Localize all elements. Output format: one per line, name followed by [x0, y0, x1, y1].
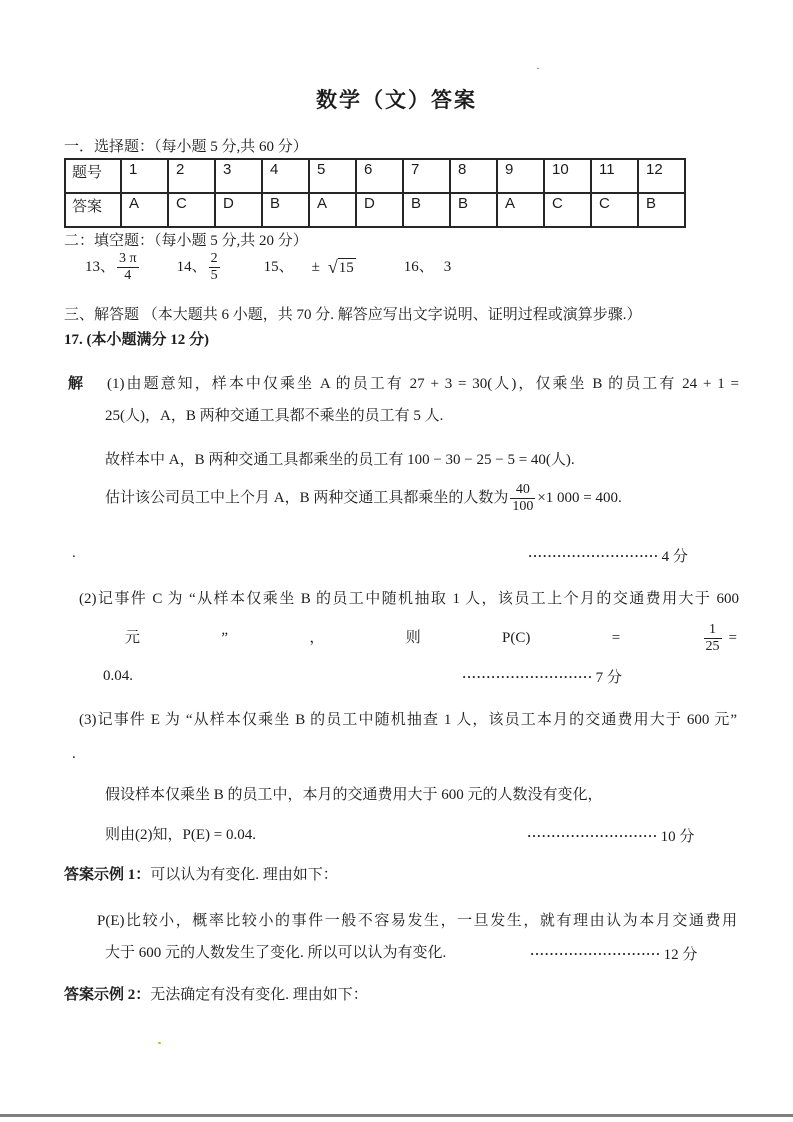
table-answer-cell: A [497, 193, 544, 227]
part2-prob-expr: P(C) [502, 630, 531, 646]
score-leader-4 [528, 546, 688, 567]
table-header-cell: 3 [215, 159, 262, 193]
score-leader-12 [530, 944, 697, 965]
score-12: 12 分 [663, 947, 698, 963]
page-title: 数学（文）答案 [316, 88, 477, 112]
part2-line1: (2)记事件 C 为 “从样本仅乘坐 B 的员工中随机抽取 1 人，该员工上个月的交通费用大于 600 [79, 591, 739, 607]
part2-word-yuan: 元 [125, 630, 141, 646]
q13-fraction [117, 251, 139, 283]
part1-line4-tail: ×1 000 = 400. [537, 490, 622, 506]
part3-line3: 则由(2)知，P(E) = 0.04. [105, 827, 256, 843]
table-header-cell: 6 [356, 159, 403, 193]
q16-label: 16、 [403, 259, 434, 275]
q16-value: 3 [443, 259, 452, 275]
part1-line1: (1)由题意知，样本中仅乘坐 A 的员工有 27 + 3 = 30(人)，仅乘坐 B 的员工有 24 + 1 = [107, 376, 739, 392]
example1-body-line2: 大于 600 元的人数发生了变化. 所以可以认为有变化. [105, 945, 447, 961]
part2-fraction [704, 622, 722, 654]
q15-sqrt [328, 258, 356, 276]
part2-fraction-group [702, 622, 737, 654]
score-7: 7 分 [595, 670, 622, 686]
leader-dots: ··························· [530, 946, 661, 961]
table-header-cell: 题号 [65, 159, 121, 193]
equals-sign: = [728, 630, 737, 646]
radical-sign: √ [327, 257, 338, 277]
comma: ， [309, 630, 325, 646]
close-quote: ” [221, 630, 229, 646]
leader-dots: ··························· [527, 828, 658, 843]
section2-heading: 二：填空题：（每小题 5 分,共 20 分） [64, 233, 308, 249]
fraction-numerator: 40 [515, 481, 530, 497]
table-row [65, 159, 685, 193]
table-answer-cell: C [168, 193, 215, 227]
part3-line2: 假设样本仅乘坐 B 的员工中，本月的交通费用大于 600 元的人数没有变化， [105, 787, 603, 803]
table-answer-cell: A [121, 193, 168, 227]
table-header-cell: 1 [121, 159, 168, 193]
fraction-numerator: 1 [709, 621, 716, 637]
fraction-denominator: 100 [512, 498, 534, 514]
table-header-cell: 12 [638, 159, 685, 193]
q14-label: 14、 [176, 259, 207, 275]
stray-top-mark: · [536, 61, 540, 75]
part2-line2 [125, 617, 737, 659]
q15-label: 15、 [263, 259, 294, 275]
part2-line3: 0.04. [103, 668, 133, 684]
part2-word-ze: 则 [405, 630, 421, 646]
table-answer-cell: A [309, 193, 356, 227]
part3-line1: (3)记事件 E 为 “从样本仅乘坐 B 的员工中随机抽查 1 人，该员工本月的交通费用大于 600 元” [79, 712, 737, 728]
fraction-numerator: 2 [210, 250, 218, 266]
table-header-cell: 5 [309, 159, 356, 193]
section1-heading: 一．选择题：（每小题 5 分,共 60 分） [64, 139, 308, 155]
fill-in-answers-row [85, 243, 451, 291]
example2-intro: 无法确定有没有变化. 理由如下： [150, 987, 368, 1003]
table-answer-cell: D [356, 193, 403, 227]
table-answer-cell: B [262, 193, 309, 227]
table-answer-cell: D [215, 193, 262, 227]
part1-line3: 故样本中 A，B 两种交通工具都乘坐的员工有 100 − 30 − 25 − 5 = 40(人). [105, 452, 575, 468]
q17-heading: 17. (本小题满分 12 分) [64, 332, 209, 348]
example1-body-line1: P(E)比较小，概率比较小的事件一般不容易发生，一旦发生，就有理由认为本月交通费用 [97, 913, 737, 929]
part1-line4-text: 估计该公司员工中上个月 A，B 两种交通工具都乘坐的人数为 [105, 490, 509, 506]
fraction-denominator: 4 [117, 267, 139, 284]
q13-label: 13、 [85, 259, 116, 275]
stray-period: . [72, 545, 76, 561]
fraction-denominator: 5 [210, 267, 218, 283]
bottom-divider [0, 1114, 793, 1117]
leader-dots: ··························· [462, 669, 593, 684]
score-4: 4 分 [661, 549, 688, 565]
example1-intro: 可以认为有变化. 理由如下： [150, 867, 338, 883]
answer-table [64, 158, 686, 228]
fraction-denominator: 25 [705, 638, 720, 654]
equals-sign: = [611, 630, 621, 646]
table-answer-cell: C [544, 193, 591, 227]
table-header-cell: 11 [591, 159, 638, 193]
example1-heading [64, 865, 338, 885]
table-answer-cell: C [591, 193, 638, 227]
q14-fraction [209, 251, 220, 283]
example1-label: 答案示例 1： [64, 867, 151, 883]
table-header-cell: 2 [168, 159, 215, 193]
fraction-numerator: 3 π [119, 250, 137, 266]
table-answer-cell: B [403, 193, 450, 227]
table-header-cell: 7 [403, 159, 450, 193]
table-header-cell: 8 [450, 159, 497, 193]
section3-heading: 三、解答题 （本大题共 6 小题，共 70 分. 解答应写出文字说明、证明过程或演算步骤.） [64, 307, 642, 323]
sqrt-radicand: 15 [338, 260, 354, 276]
table-answer-cell: B [450, 193, 497, 227]
example2-heading [64, 985, 368, 1005]
score-10: 10 分 [660, 829, 695, 845]
scan-speck [158, 1042, 161, 1044]
table-header-cell: 9 [497, 159, 544, 193]
stray-period: . [72, 746, 76, 762]
plus-minus-sign: ± [311, 259, 320, 275]
table-header-cell: 10 [544, 159, 591, 193]
part1-fraction [510, 482, 535, 514]
part1-line2: 25(人)，A，B 两种交通工具都不乘坐的员工有 5 人. [105, 408, 444, 424]
score-leader-7 [462, 667, 622, 688]
table-header-cell: 4 [262, 159, 309, 193]
leader-dots: ··························· [528, 548, 659, 563]
example2-label: 答案示例 2： [64, 987, 151, 1003]
table-row [65, 193, 685, 227]
table-answer-cell: B [638, 193, 685, 227]
part1-line4 [105, 478, 622, 518]
solution-label: 解 [68, 376, 84, 392]
table-answer-cell: 答案 [65, 193, 121, 227]
score-leader-10 [527, 826, 694, 847]
